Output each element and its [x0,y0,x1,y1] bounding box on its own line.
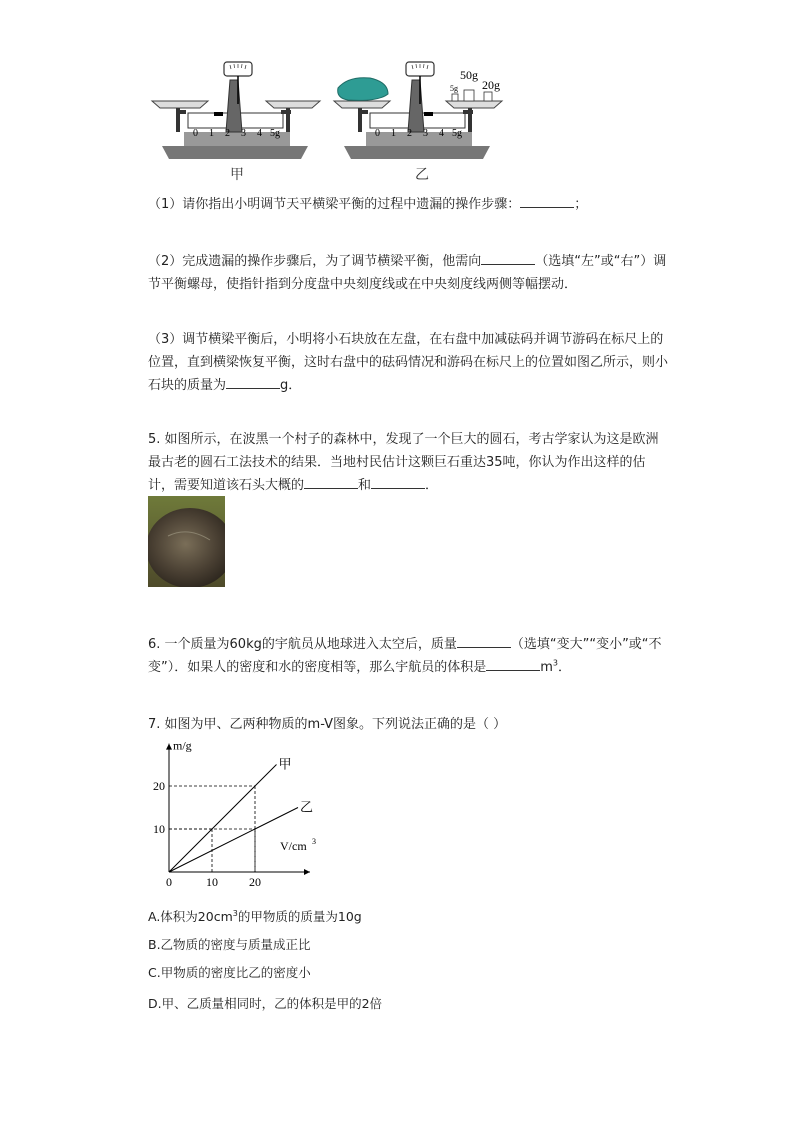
scale-tick: 3 [423,128,428,139]
q4-part1-end: ； [574,197,588,212]
x-axis-label: V/cm [280,839,307,853]
scale-tick: 1 [209,128,214,139]
q4-part2 [148,250,668,296]
q6-text-b: （选填“变大”“变小”或“不变”）．如果人的密度和水的密度相等，那么宇航员的体积是 [148,637,662,675]
q6-unit: m [540,660,553,675]
weight-label-5g: 5g [450,84,458,93]
option-c[interactable]: C.甲物质的密度比乙的密度小 [148,965,311,980]
weight-label-50g: 50g [460,68,478,82]
series-line-0 [169,765,277,873]
x-tick-label: 10 [206,875,218,889]
x-axis-label-sup: 3 [312,837,316,846]
balance-figure [148,60,528,185]
q5-text-b: 和 [358,478,372,493]
scale-tick: 2 [225,128,230,139]
balance-left [152,62,320,159]
y-axis-arrow [166,744,172,750]
q7-stem: 7. 如图为甲、乙两种物质的m-V图象。下列说法正确的是（ ） [148,717,507,732]
q4-part3-text: （3）调节横梁平衡后，小明将小石块放在左盘，在右盘中加减砝码并调节游码在标尺上的位置，直到横梁恢复平衡，这时右盘中的砝码情况和游码在标尺上的位置如图乙所示，则小石块的质量为 [148,332,669,393]
y-tick-label: 10 [153,822,165,836]
q5-text-a: 5. 如图所示，在波黑一个村子的森林中，发现了一个巨大的圆石，考古学家认为这是欧洲最古老的圆石工法技术的结果．当地村民估计这颗巨石重达35吨，你认为作出这样的估计，需要知道该石头大概的 [148,432,659,493]
option-b[interactable]: B.乙物质的密度与质量成正比 [148,937,311,952]
y-axis-label: m/g [173,740,192,753]
series-line-1 [169,808,298,873]
q4-part3-end: g． [280,378,302,393]
answer-blank[interactable] [457,634,511,648]
weight-label-20g: 20g [482,78,500,92]
scale-tick: 1 [391,128,396,139]
scale-tick: 4 [257,128,262,139]
series-label: 甲 [278,756,292,772]
scale-tick: 0 [375,128,380,139]
option-a[interactable] [148,908,362,926]
scale-tick: 5g [452,128,462,139]
option-a-text: A.体积为20cm [148,909,233,924]
q6-text [148,633,668,679]
q4-part1-text: （1）请你指出小明调节天平横梁平衡的过程中遗漏的操作步骤： [148,197,521,212]
origin-label: 0 [166,875,172,889]
scale-tick: 4 [439,128,444,139]
scale-tick: 5g [270,128,280,139]
answer-blank[interactable] [226,375,280,389]
answer-blank[interactable] [520,194,574,208]
option-a-sup: 3 [232,908,238,918]
figure-label-left: 甲 [230,167,244,183]
x-axis-arrow [304,869,310,875]
q4-part3 [148,328,668,397]
scale-tick: 0 [193,128,198,139]
answer-blank[interactable] [371,475,425,489]
q5-text [148,428,668,497]
option-a-text-end: 的甲物质的质量为10g [237,909,362,924]
q4-part2-text: （2）完成遗漏的操作步骤后，为了调节横梁平衡，他需向 [148,254,482,269]
boulder-photo [148,496,225,587]
scale-tick: 2 [407,128,412,139]
q6-unit-sup: 3 [552,658,559,668]
figure-label-right: 乙 [415,167,429,183]
answer-blank[interactable] [486,657,540,671]
mv-chart [148,740,348,890]
q5-text-c: ． [425,478,439,493]
q6-text-d: ． [558,660,572,675]
y-tick-label: 20 [153,779,165,793]
q4-part2-end: （选填“左”或“右”）调节平衡螺母，使指针指到分度盘中央刻度线或在中央刻度线两侧等幅摆动． [148,254,667,292]
scale-tick: 3 [241,128,246,139]
x-tick-label: 20 [249,875,261,889]
option-d[interactable]: D.甲、乙质量相同时，乙的体积是甲的2倍 [148,996,383,1011]
answer-blank[interactable] [304,475,358,489]
q6-text-a: 6. 一个质量为60kg的宇航员从地球进入太空后，质量 [148,637,457,652]
q4-part1 [148,193,668,216]
series-label: 乙 [300,799,314,815]
answer-blank[interactable] [481,251,535,265]
